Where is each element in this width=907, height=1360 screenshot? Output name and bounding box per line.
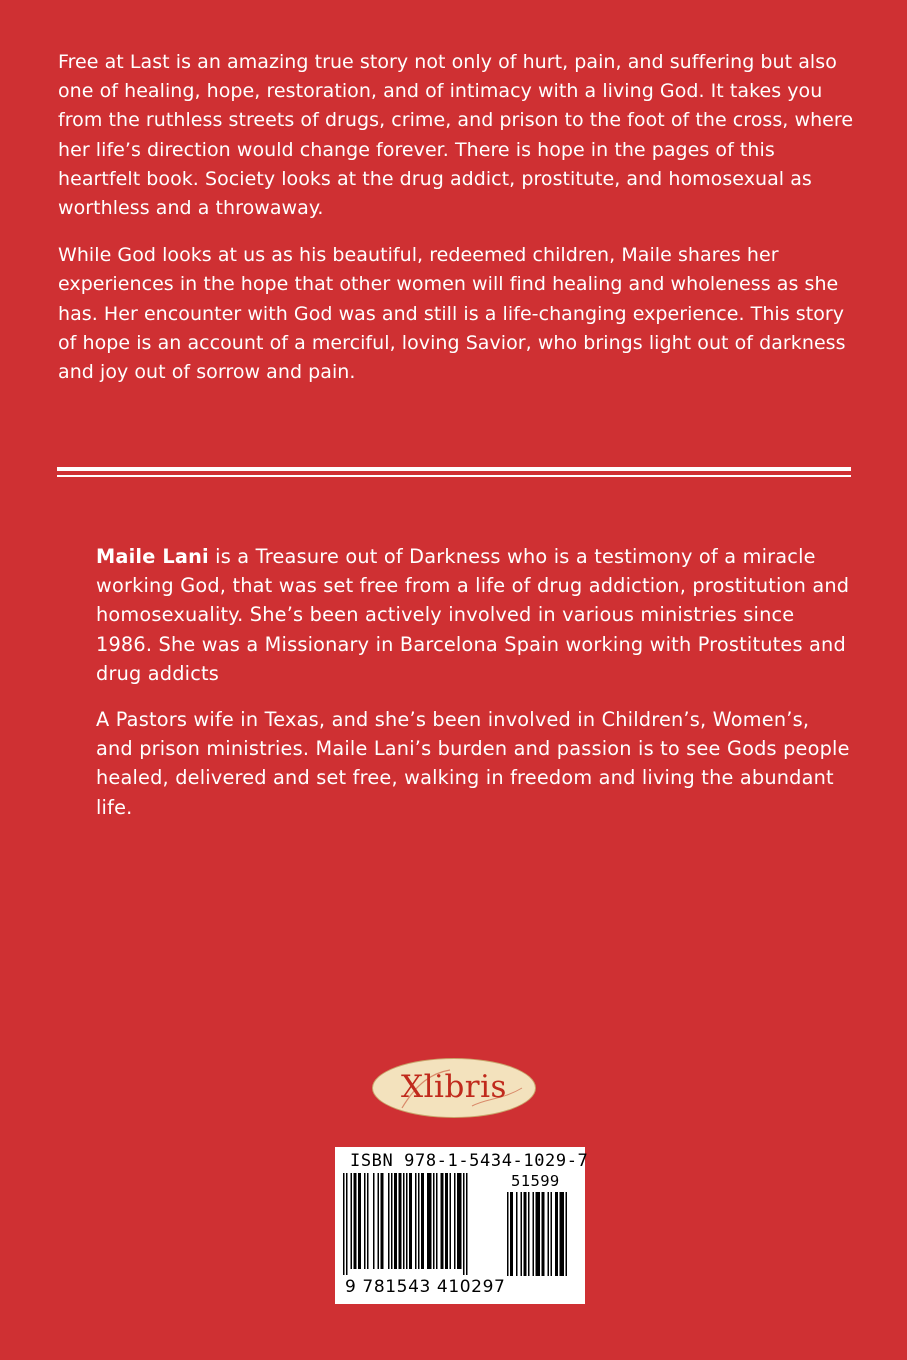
author-bio: [96, 542, 852, 839]
barcode-main-bars: [343, 1173, 503, 1277]
synopsis-paragraph-1: Free at Last is an amazing true story not only of hurt, pain, and suffering but also one of healing, hope, restoration, and of intimacy with a living God. It takes you from the ruthless streets of drugs, crime, and prison to the foot of the cross, where her life’s direction would change forever. There is hope in the pages of this heartfelt book. Society looks at the drug addict, prostitute, and homosexual as worthless and a throwaway.: [58, 51, 854, 220]
price-code: 51599: [511, 1172, 560, 1190]
bio-paragraph-2: A Pastors wife in Texas, and she’s been involved in Children’s, Women’s, and prison ministries. Maile Lani’s burden and passion is to see Gods people healed, delivered and set free, walking in freedom and living the abundant life.: [96, 708, 850, 819]
barcode-addon-bars: [507, 1192, 579, 1277]
bio-paragraph-1: [96, 542, 852, 688]
isbn-barcode: [335, 1147, 589, 1304]
author-name: Maile Lani: [96, 545, 209, 568]
synopsis: [58, 48, 858, 405]
synopsis-paragraph-2: While God looks at us as his beautiful, redeemed children, Maile shares her experiences in the hope that other women will find healing and wholeness as she has. Her encounter with God was and still is a life-changing experience. This story of hope is an account of a merciful, loving Savior, who brings light out of darkness and joy out of sorrow and pain.: [58, 244, 846, 384]
publisher-logo: [372, 1058, 536, 1118]
isbn-label: ISBN 978-1-5434-1029-7: [350, 1151, 589, 1171]
ean-digits: 9 781543 410297: [345, 1277, 506, 1297]
divider-thin: [57, 475, 851, 477]
bio-paragraph-1-text: is a Treasure out of Darkness who is a testimony of a miracle working God, that was set free from a life of drug addiction, prostitution and homosexuality. She’s been actively involved in various ministries since 1986. She was a Missionary in Barcelona Spain working with Prostitutes and drug addicts: [96, 545, 850, 685]
publisher-logo-text: Xlibris: [401, 1069, 507, 1105]
divider-thick: [57, 467, 851, 471]
